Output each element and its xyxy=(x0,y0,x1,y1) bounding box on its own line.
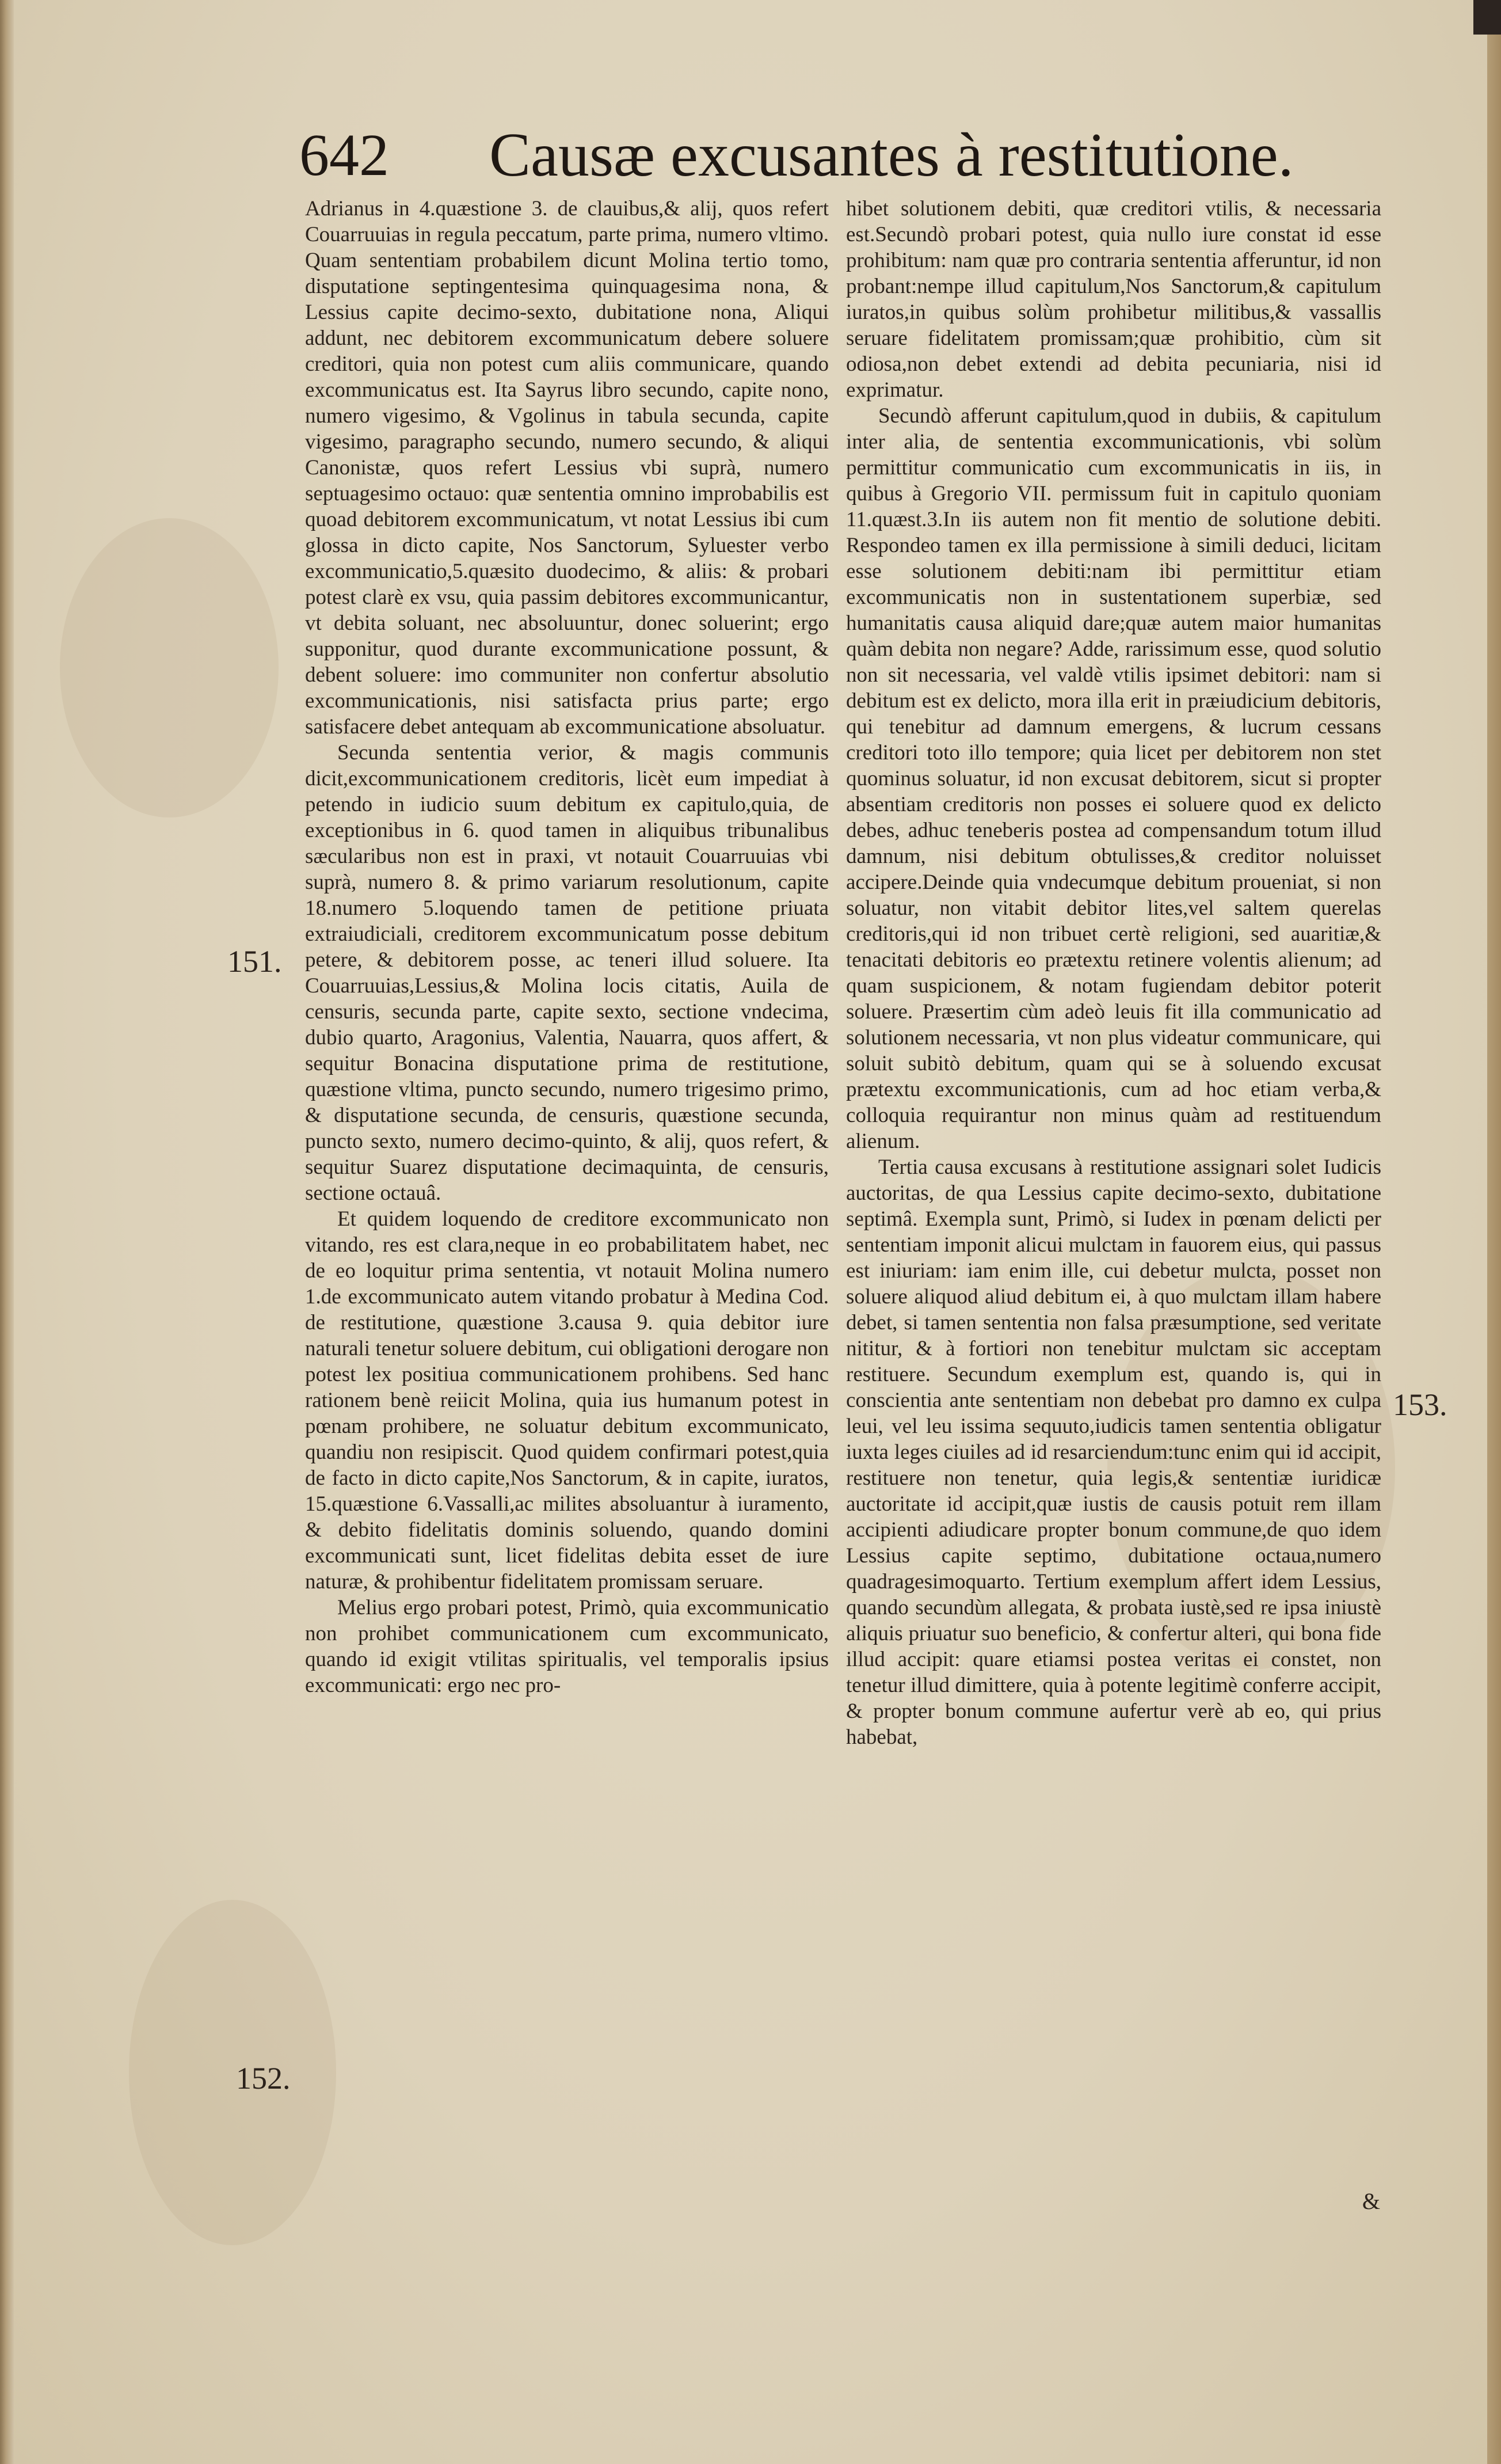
paragraph: Adrianus in 4.quæstione 3. de clauibus,& alij, quos refert Couarruuias in regula peccatum, parte prima, numero vltimo. Quam sententiam probabilem dicunt Molina tertio tomo, disputatione septingentesima quinquagesima nona, & Lessius capite decimo-sexto, dubitatione nona, Aliqui addunt, nec debitorem excommunicatum debere soluere creditori, quia non potest cum aliis communicare, quando excommunicatus est. Ita Sayrus libro secundo, capite nono, numero vigesimo, & Vgolinus in tabula secunda, capite vigesimo, paragrapho secundo, numero secundo, & aliqui Canonistæ, quos refert Lessius vbi suprà, numero septuagesimo octauo: quæ sententia omnino improbabilis est quoad debitorem excommunicatum, vt notat Lessius ibi cum glossa in dicto capite, Nos Sanctorum, Syluester verbo excommunicatio,5.quæsito duodecimo, & aliis: & probari potest clarè ex vsu, quia passim debitores excommunicantur, vt debita soluant, nec absoluuntur, donec soluerint; ergo supponitur, quod durante excommunicatione possunt, & debent soluere: imo communiter non confertur absolutio excommunicationis, nisi satisfacta prius parte; ergo satisfacere debet antequam ab excommunicatione absoluatur. xyxy=(305,197,829,739)
paragraph: hibet solutionem debiti, quæ creditori vtilis, & necessaria est.Secundò probari potest, quia nullo iure constat id esse prohibitum: nam quæ pro contraria sententia afferuntur, id non probant:nempe illud capitulum,Nos Sanctorum,& capitulum iuratos,in quibus solùm prohibetur militibus,& vassallis seruare fidelitatem promissam;quæ prohibitio, cùm sit odiosa,non debet extendi ad debita pecuniaria, nisi id exprimatur. xyxy=(846,197,1381,402)
page-title: Causæ excusantes à restitutione. xyxy=(489,121,1294,189)
paragraph: Et quidem loquendo de creditore excommunicato non vitando, res est clara,neque in eo probabilitatem habet, nec de eo loquitur prima sententia, vt notauit Molina numero 1.de excommunicato autem vitando probatur à Medina Cod. de restitutione, quæstione 3.causa 9. quia debitor iure naturali tenetur soluere debitum, cui obligationi derogare non potest lex positiua communicationem prohibens. Sed hanc rationem benè reiicit Molina, quia ius humanum potest in pœnam prohibere, ne soluatur debitum excommunicato, quandiu non resipiscit. Quod quidem confirmari potest,quia de facto in dicto capite,Nos Sanctorum, & in capite, iuratos, 15.quæstione 6.Vassalli,ac milites absoluantur à iuramento, & debito fidelitatis dominis soluendo, quando domini excommunicati sunt, licet fidelitas debita esset de iure naturæ, & prohibentur fidelitatem promissam seruare. xyxy=(305,1207,829,1594)
paragraph: Secundò afferunt capitulum,quod in dubiis, & capitulum inter alia, de sententia excommunicationis, vbi solùm permittitur communicatio cum excommunicatis in iis, in quibus à Gregorio VII. permissum fuit in capitulo quoniam 11.quæst.3.In iis autem non fit mentio de solutione debiti. Respondeo tamen ex illa permissione à simili deduci, licitam esse solutionem debiti:nam ibi permittitur etiam excommunicatis non in sustentationem superbiæ, sed humanitatis causa aliquid dare;quæ autem maior humanitas quàm debita non negare? Adde, rarissimum esse, quod solutio non sit necessaria, vel valdè vtilis ipsimet debitori: nam si debitum est ex delicto, mora illa erit in præiudicium debitoris, qui tenebitur ad damnum emergens, & lucrum cessans creditori toto illo tempore; quia licet per debitorem non stet quominus soluatur, id non excusat debitorem, sicut si propter absentiam creditoris non posses ei soluere quod ex delicto debes, adhuc teneberis postea ad compensandum totum illud damnum, nisi debitum obtulisses,& creditor noluisset accipere.Deinde quia vndecumque debitum proueniat, si non soluatur, non vitabit debitor lites,vel saltem querelas creditoris,qui id non tribuet certè religioni, sed auaritiæ,& tenacitati debitoris eo prætextu retinere volentis alienum; ad quam suspicionem, & notam fugiendam debitor poterit soluere. Præsertim cùm adeò leuis fit illa communicatio ad solutionem necessaria, vt non plus videatur communicare, qui soluit subitò debitum, quam qui se à soluendo excusat prætextu excommunicationis, cum ad hoc etiam verba,& colloquia requirantur non minus quàm ad restituendum alienum. xyxy=(846,404,1381,1153)
margin-number-151: 151. xyxy=(227,944,282,979)
margin-number-152: 152. xyxy=(236,2061,291,2096)
paper-stain xyxy=(60,518,279,817)
right-column xyxy=(846,196,1381,2119)
page-number: 642 xyxy=(299,122,389,188)
paragraph: Tertia causa excusans à restitutione assignari solet Iudicis auctoritas, de qua Lessius capite decimo-sexto, dubitatione septimâ. Exempla sunt, Primò, si Iudex in pœnam delicti per sententiam imponit alicui mulctam in fauorem eius, qui passus est iniuriam: iam enim ille, cui debetur mulcta, posset non soluere aliquod aliud debitum ei, à quo mulctam illam habere debet, si tamen sententia non falsa præsumptione, sed veritate nititur, & à fortiori non tenebitur mulctam sic acceptam restituere. Secundum exemplum est, quando is, qui in conscientia ante sententiam non debebat pro damno ex culpa leui, vel leu issima sequuto,iudicis tamen sententia obligatur iuxta leges ciuiles ad id resarciendum:tunc enim qui id accipit, restituere non tenetur, quia legis,& sententiæ iuridicæ auctoritate id accipit,quæ iustis de causis potuit rem illam accipienti adiudicare propter bonum commune,de quo idem Lessius capite septimo, dubitatione octaua,numero quadragesimoquarto. Tertium exemplum affert idem Lessius, quando secundùm allegata, & probata iustè,sed re ipsa iniustè aliquis priuatur suo beneficio, & confertur alteri, qui bona fide illud accipit: quare etiamsi postea veritas ei constet, non tenetur illud dimittere, quia à potente legitimè conferre accipit, & propter bonum commune aufertur verè ab eo, qui prius habebat, xyxy=(846,1155,1381,1749)
left-column xyxy=(305,196,829,2061)
corner-shadow xyxy=(1473,0,1501,35)
paragraph: Melius ergo probari potest, Primò, quia excommunicatio non prohibet communicationem cum excommunicato, quando id exigit vtilitas spiritualis, vel temporalis ipsius excommunicati: ergo nec pro- xyxy=(305,1596,829,1697)
running-head xyxy=(288,115,1324,190)
paragraph: Secunda sententia verior, & magis communis dicit,excommunicationem creditoris, licèt eum impediat à petendo in iudicio suum debitum ex capitulo,quia, de exceptionibus in 6. quod tamen in aliquibus tribunalibus sæcularibus non est in praxi, vt notauit Couarruuias vbi suprà, numero 8. & primo variarum resolutionum, capite 18.numero 5.loquendo tamen de petitione priuata extraiudiciali, creditorem excommunicatum posse debitum petere, & debitorem posse, ac teneri illud soluere. Ita Couarruuias,Lessius,& Molina locis citatis, Auila de censuris, secunda parte, capite sexto, sectione vndecima, dubio quarto, Aragonius, Valentia, Nauarra, quos affert, & sequitur Bonacina disputatione prima de restitutione, quæstione vltima, puncto secundo, numero trigesimo primo, & disputatione secunda, de censuris, quæstione secunda, puncto sexto, numero decimo-quinto, & alij, quos refert, & sequitur Suarez disputatione decimaquinta, de censuris, sectione octauâ. xyxy=(305,741,829,1205)
catchword: & xyxy=(1362,2188,1380,2214)
margin-number-153: 153. xyxy=(1393,1387,1447,1422)
